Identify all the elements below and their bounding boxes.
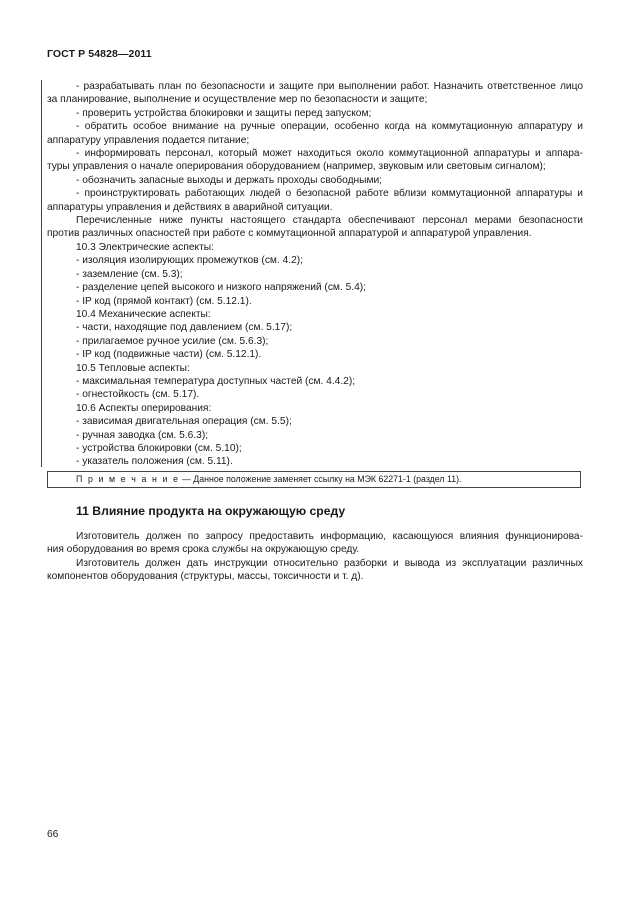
text-line: - IP код (прямой контакт) (см. 5.12.1). [76, 295, 252, 307]
text-line: - зависимая двигательная операция (см. 5.5); [76, 416, 292, 428]
note-text: — Данное положение заменяет ссылку на МЭК 62271-1 (раздел 11). [179, 474, 462, 484]
text-line: Изготовитель должен по запросу предоставить информацию, касающуюся влияния функционирова- [76, 531, 583, 542]
text-line: 10.4 Механические аспекты: [76, 308, 211, 320]
text-line: - указатель положения (см. 5.11). [76, 456, 233, 468]
text-line: ния оборудования во время срока службы на окружающую среду. [47, 544, 360, 556]
text-line: - IP код (подвижные части) (см. 5.12.1). [76, 349, 262, 361]
text-line: Перечисленные ниже пункты настоящего стандарта обеспечивают персонал мерами безопасности [76, 215, 583, 227]
document-header: ГОСТ Р 54828—2011 [47, 48, 152, 60]
text-line: - информировать персонал, который может находиться около коммутационной аппаратуры и аппара- [76, 148, 583, 160]
text-line: аппаратуры управления и действиях в аварийной ситуации. [47, 201, 333, 213]
text-line: - устройства блокировки (см. 5.10); [76, 442, 242, 454]
text-line: - максимальная температура доступных частей (см. 4.4.2); [76, 375, 356, 387]
text-line: 10.3 Электрические аспекты: [76, 241, 214, 253]
body-text [47, 80, 583, 469]
text-line: - проинструктировать работающих людей о безопасной работе вблизи коммутационной аппаратуры и [76, 188, 583, 200]
text-line: - огнестойкость (см. 5.17). [76, 389, 200, 401]
text-line: - разрабатывать план по безопасности и защите при выполнении работ. Назначить ответственное лицо [76, 81, 583, 92]
text-line: - обозначить запасные выходы и держать проходы свободными; [76, 174, 382, 186]
text-line: компонентов оборудования (структуры, массы, токсичности и т. д). [47, 571, 364, 583]
text-line: 10.6 Аспекты оперирования: [76, 402, 212, 414]
note-label: П р и м е ч а н и е [76, 474, 180, 484]
note-box [47, 471, 581, 488]
change-bar [41, 80, 42, 467]
text-line: против различных опасностей при работе с коммутационной аппаратурой и аппаратурой управления. [47, 228, 532, 240]
text-line: аппаратуру управления подается питание; [47, 134, 250, 146]
text-line: - обратить особое внимание на ручные операции, особенно когда на коммутационную аппаратуру и [76, 121, 583, 133]
text-line: - заземление (см. 5.3); [76, 268, 183, 280]
section-11-title: 11 Влияние продукта на окружающую среду [76, 504, 346, 518]
text-line: - части, находящие под давлением (см. 5.17); [76, 322, 293, 334]
text-line: туры управления о начале оперирования оборудованием (например, звуковым или световым сигналом); [47, 161, 546, 173]
page-number: 66 [47, 829, 59, 840]
text-line: - изоляция изолирующих промежутков (см. 4.2); [76, 255, 303, 267]
section-11-text [47, 530, 583, 584]
text-line: за планирование, выполнение и осуществление мер по безопасности и защите; [47, 94, 428, 106]
text-line: 10.5 Тепловые аспекты: [76, 362, 190, 374]
text-line: - проверить устройства блокировки и защиты перед запуском; [76, 107, 372, 119]
text-line: - прилагаемое ручное усилие (см. 5.6.3); [76, 335, 269, 347]
text-line: Изготовитель должен дать инструкции относительно разборки и вывода из эксплуатации различных [76, 557, 583, 569]
text-line: - разделение цепей высокого и низкого напряжений (см. 5.4); [76, 282, 366, 294]
text-line: - ручная заводка (см. 5.6.3); [76, 429, 209, 441]
